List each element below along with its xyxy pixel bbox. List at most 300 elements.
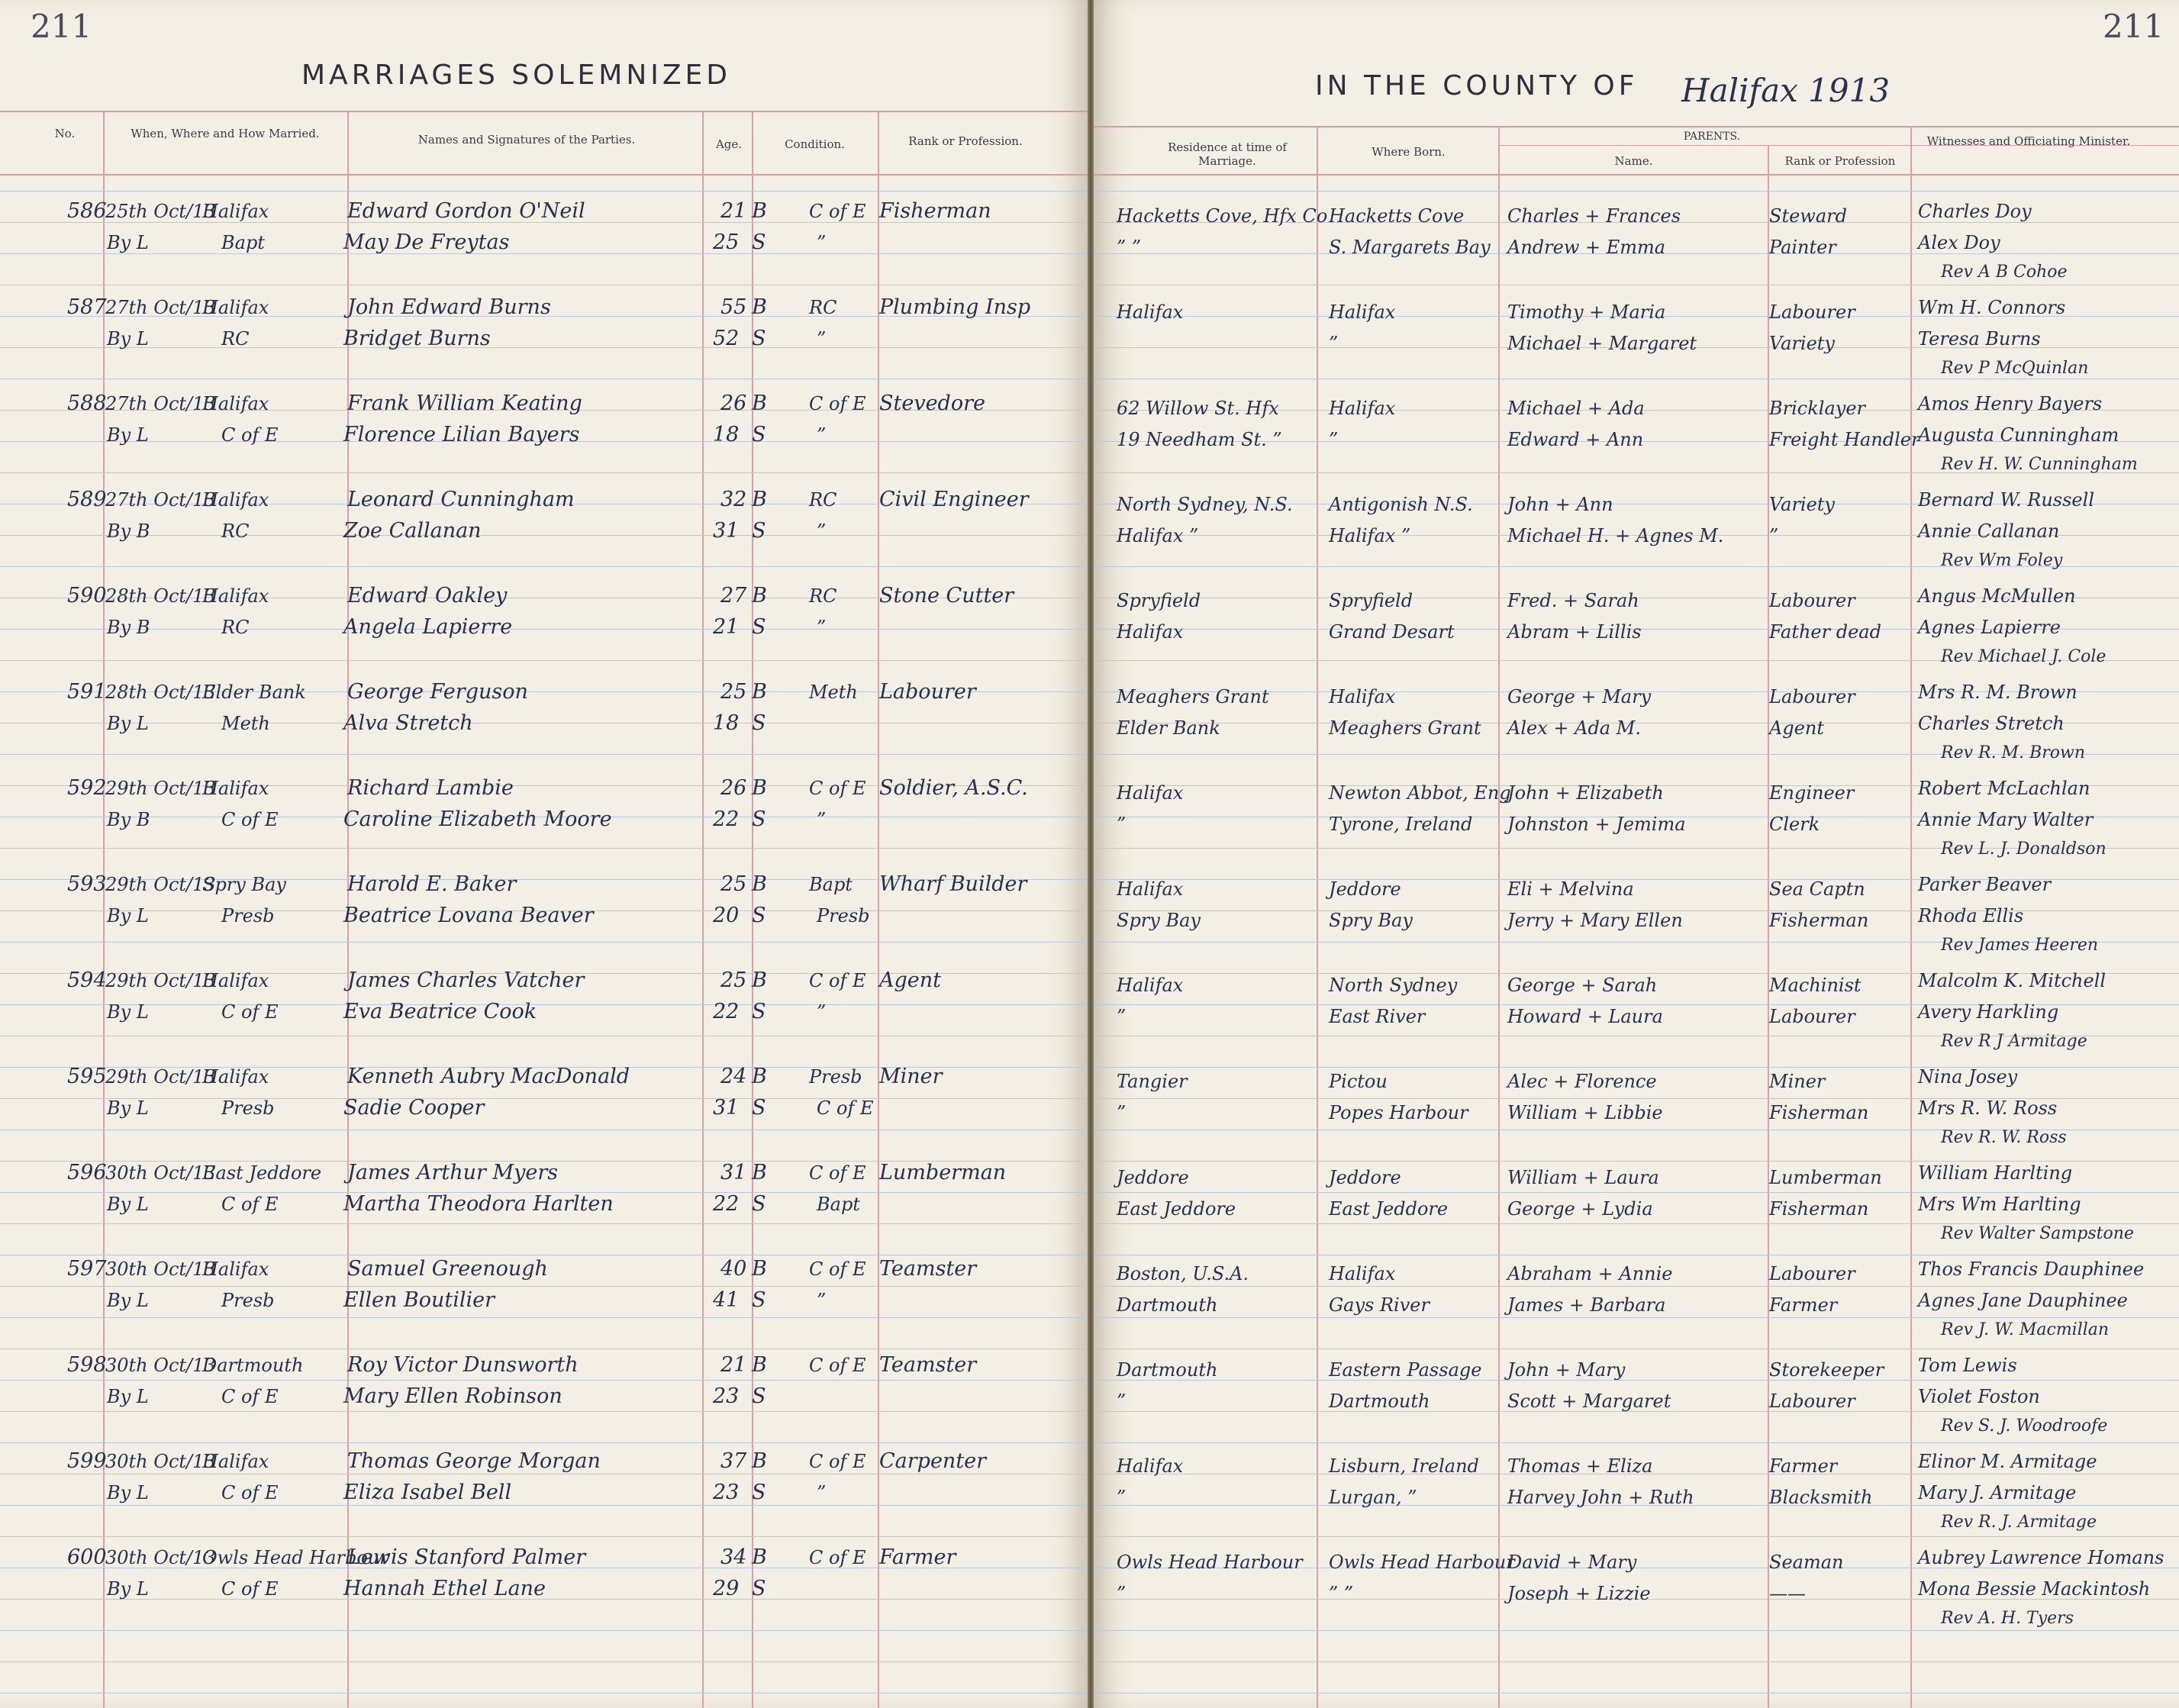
witness-one: Tom Lewis: [1918, 1355, 2017, 1376]
bride-name: Ellen Boutilier: [343, 1288, 495, 1312]
bride-residence: ”: [1117, 1391, 1127, 1412]
ruled-line: [1094, 1442, 2179, 1443]
bride-condition: S: [752, 519, 766, 543]
marriage-by: By B: [107, 617, 150, 638]
bride-birthplace: Lurgan, ”: [1329, 1487, 1417, 1508]
marriage-place: East Jeddore: [202, 1162, 322, 1184]
groom-age: 21: [720, 199, 747, 223]
groom-condition: B: [752, 199, 767, 223]
groom-age: 24: [720, 1065, 747, 1088]
groom-rank: Teamster: [879, 1257, 977, 1281]
groom-residence: Halifax: [1117, 975, 1184, 996]
bride-parents: Scott + Margaret: [1507, 1391, 1671, 1412]
groom-denomination: C of E: [809, 1451, 866, 1472]
groom-parents: Charles + Frances: [1507, 205, 1681, 227]
groom-condition: B: [752, 584, 767, 607]
groom-parents: John + Ann: [1507, 494, 1613, 515]
bride-birthplace: East Jeddore: [1329, 1198, 1449, 1220]
bride-parents: Alex + Ada M.: [1507, 717, 1641, 739]
bride-name: Angela Lapierre: [343, 615, 513, 639]
marriage-date: 29th Oct/13: [105, 874, 216, 895]
header-residence: Residence at time of Marriage.: [1168, 140, 1287, 168]
ruled-line: [1094, 1536, 2179, 1537]
witness-one: Wm H. Connors: [1918, 297, 2066, 318]
bride-name: Eliza Isabel Bell: [343, 1481, 512, 1504]
groom-age: 55: [720, 295, 747, 319]
groom-residence: Owls Head Harbour: [1117, 1552, 1303, 1573]
marriage-by: By L: [107, 1194, 149, 1215]
groom-rank: Stevedore: [879, 392, 985, 415]
marriage-date: 25th Oct/13: [105, 201, 216, 222]
entry-number: 598: [67, 1353, 107, 1377]
groom-denomination: C of E: [809, 1162, 866, 1184]
bride-parents: Edward + Ann: [1507, 429, 1644, 450]
bride-parents-rank: Variety: [1769, 333, 1835, 354]
groom-parents: David + Mary: [1507, 1552, 1637, 1573]
witness-two: Violet Foston: [1918, 1386, 2040, 1407]
groom-parents-rank: Storekeeper: [1769, 1359, 1884, 1381]
groom-residence: Meaghers Grant: [1117, 686, 1269, 707]
groom-residence: Jeddore: [1117, 1167, 1189, 1188]
marriage-by: By L: [107, 1386, 149, 1407]
groom-condition: B: [752, 1449, 767, 1473]
bride-name: Martha Theodora Harlten: [343, 1192, 614, 1216]
header-names: Names and Signatures of the Parties.: [417, 133, 636, 147]
witness-one: Thos Francis Dauphinee: [1918, 1258, 2145, 1280]
groom-parents: John + Mary: [1507, 1359, 1626, 1381]
officiating-minister: Rev R. M. Brown: [1941, 743, 2085, 762]
marriage-date: 27th Oct/13: [105, 297, 216, 318]
bride-condition: S: [752, 327, 766, 350]
column-rule: [1910, 126, 1912, 1708]
groom-parents-rank: Bricklayer: [1769, 398, 1865, 419]
officiating-minister: Rev A. H. Tyers: [1941, 1609, 2074, 1628]
groom-birthplace: Halifax: [1329, 398, 1396, 419]
ruled-line: [0, 535, 1088, 536]
marriage-church: C of E: [221, 424, 279, 446]
groom-residence: Halifax: [1117, 878, 1184, 900]
groom-residence: Halifax: [1117, 301, 1184, 323]
ruled-line: [0, 1317, 1088, 1318]
marriage-by: By L: [107, 1482, 149, 1503]
column-rule: [1498, 126, 1500, 1708]
header-parents: PARENTS.: [1683, 131, 1741, 143]
groom-age: 37: [720, 1449, 747, 1473]
ruled-line: [0, 1411, 1088, 1412]
header-age: Age.: [715, 137, 743, 151]
page-number-left: 211: [31, 8, 92, 45]
bride-residence: ”: [1117, 814, 1127, 835]
groom-parents: Thomas + Eliza: [1507, 1455, 1653, 1477]
bride-residence: Elder Bank: [1117, 717, 1220, 739]
marriage-place: Halifax: [202, 1451, 269, 1472]
ruled-line: [0, 1630, 1088, 1631]
bride-denomination: ”: [817, 1290, 827, 1311]
bride-name: Mary Ellen Robinson: [343, 1384, 562, 1408]
bride-parents: Michael H. + Agnes M.: [1507, 525, 1724, 546]
bride-parents: Harvey John + Ruth: [1507, 1487, 1694, 1508]
groom-rank: Miner: [879, 1065, 943, 1088]
groom-parents: John + Elizabeth: [1507, 782, 1664, 804]
bride-parents-rank: Painter: [1769, 237, 1836, 258]
groom-name: Edward Gordon O'Neil: [347, 199, 585, 223]
groom-denomination: Bapt: [809, 874, 853, 895]
bride-name: Hannah Ethel Lane: [343, 1577, 546, 1600]
bride-parents-rank: Farmer: [1769, 1294, 1838, 1316]
marriage-date: 28th Oct/13: [105, 585, 216, 607]
groom-condition: B: [752, 776, 767, 800]
groom-parents-rank: Steward: [1769, 205, 1847, 227]
ruled-line: [0, 253, 1088, 254]
marriage-place: Halifax: [202, 585, 269, 607]
entry-number: 599: [67, 1449, 107, 1473]
header-no: No.: [54, 127, 76, 140]
groom-denomination: C of E: [809, 1355, 866, 1376]
witness-one: Elinor M. Armitage: [1918, 1451, 2097, 1472]
bride-name: May De Freytas: [343, 230, 510, 254]
header-rule-top: [0, 111, 1088, 112]
bride-condition: S: [752, 807, 766, 831]
bride-parents-rank: Father dead: [1769, 621, 1881, 643]
groom-name: Frank William Keating: [347, 392, 582, 415]
bride-parents: Jerry + Mary Ellen: [1507, 910, 1683, 931]
witness-two: Mona Bessie Mackintosh: [1918, 1578, 2151, 1600]
bride-residence: ” ”: [1117, 237, 1142, 258]
ruled-line: [1094, 1317, 2179, 1318]
page-title-left: MARRIAGES SOLEMNIZED: [301, 60, 731, 91]
bride-parents: Howard + Laura: [1507, 1006, 1663, 1027]
groom-age: 40: [720, 1257, 747, 1281]
entry-number: 600: [67, 1545, 107, 1569]
groom-parents-rank: Sea Captn: [1769, 878, 1865, 900]
witness-one: Malcolm K. Mitchell: [1918, 970, 2106, 991]
groom-birthplace: Antigonish N.S.: [1329, 494, 1473, 515]
officiating-minister: Rev R J Armitage: [1941, 1032, 2087, 1051]
bride-residence: East Jeddore: [1117, 1198, 1236, 1220]
entry-number: 592: [67, 776, 107, 800]
officiating-minister: Rev R. W. Ross: [1941, 1128, 2067, 1147]
groom-parents: Abraham + Annie: [1507, 1263, 1673, 1284]
witness-two: Agnes Jane Dauphinee: [1918, 1290, 2128, 1311]
bride-birthplace: Dartmouth: [1329, 1391, 1430, 1412]
column-rule: [702, 111, 704, 1708]
marriage-by: By B: [107, 520, 150, 542]
bride-parents: Joseph + Lizzie: [1507, 1583, 1651, 1604]
groom-birthplace: Newton Abbot, Eng: [1329, 782, 1511, 804]
marriage-church: Meth: [221, 713, 270, 734]
groom-name: James Arthur Myers: [347, 1161, 559, 1184]
marriage-church: C of E: [221, 1578, 279, 1600]
groom-parents: Alec + Florence: [1507, 1071, 1657, 1092]
bride-name: Bridget Burns: [343, 327, 491, 350]
groom-birthplace: Hacketts Cove: [1329, 205, 1465, 227]
groom-rank: Carpenter: [879, 1449, 987, 1473]
groom-name: Thomas George Morgan: [347, 1449, 601, 1473]
groom-residence: Tangier: [1117, 1071, 1188, 1092]
groom-residence: Spryfield: [1117, 590, 1201, 611]
bride-denomination: ”: [817, 1001, 827, 1023]
ruled-line: [1094, 191, 2179, 192]
groom-denomination: RC: [809, 585, 837, 607]
ruled-line: [0, 942, 1088, 943]
marriage-place: Halifax: [202, 201, 269, 222]
witness-two: Annie Callanan: [1918, 520, 2060, 542]
witness-one: Charles Doy: [1918, 201, 2032, 222]
bride-condition: S: [752, 904, 766, 927]
bride-age: 22: [713, 1192, 740, 1216]
bride-denomination: ”: [817, 328, 827, 350]
groom-parents-rank: Labourer: [1769, 590, 1855, 611]
groom-parents: George + Sarah: [1507, 975, 1658, 996]
bride-birthplace: ”: [1329, 333, 1339, 354]
witness-two: Teresa Burns: [1918, 328, 2041, 350]
marriage-date: 30th Oct/13: [105, 1547, 216, 1568]
bride-birthplace: Gays River: [1329, 1294, 1430, 1316]
groom-condition: B: [752, 1161, 767, 1184]
groom-birthplace: Spryfield: [1329, 590, 1413, 611]
bride-parents-rank: Fisherman: [1769, 1102, 1869, 1123]
bride-condition: S: [752, 1384, 766, 1408]
bride-age: 31: [713, 519, 740, 543]
witness-one: Bernard W. Russell: [1918, 489, 2094, 511]
groom-condition: B: [752, 1545, 767, 1569]
bride-residence: ”: [1117, 1006, 1127, 1027]
ruled-line: [0, 472, 1088, 473]
groom-parents-rank: Engineer: [1769, 782, 1855, 804]
ruled-line: [0, 754, 1088, 755]
bride-age: 41: [713, 1288, 740, 1312]
witness-two: Alex Doy: [1918, 232, 2000, 253]
bride-birthplace: S. Margarets Bay: [1329, 237, 1491, 258]
header-parents-name: Name.: [1614, 154, 1653, 168]
bride-condition: S: [752, 1192, 766, 1216]
bride-denomination: Bapt: [817, 1194, 860, 1215]
groom-rank: Civil Engineer: [879, 488, 1029, 511]
groom-birthplace: Lisburn, Ireland: [1329, 1455, 1479, 1477]
groom-residence: Dartmouth: [1117, 1359, 1218, 1381]
groom-denomination: Meth: [809, 682, 858, 703]
entry-number: 588: [67, 392, 107, 415]
groom-denomination: C of E: [809, 778, 866, 799]
entry-number: 590: [67, 584, 107, 607]
groom-birthplace: Pictou: [1329, 1071, 1388, 1092]
groom-denomination: C of E: [809, 970, 866, 991]
marriage-church: C of E: [221, 1001, 279, 1023]
witness-one: Amos Henry Bayers: [1918, 393, 2103, 414]
entry-number: 596: [67, 1161, 107, 1184]
bride-residence: ”: [1117, 1102, 1127, 1123]
officiating-minister: Rev P McQuinlan: [1941, 359, 2089, 378]
bride-birthplace: East River: [1329, 1006, 1426, 1027]
groom-birthplace: Halifax: [1329, 301, 1396, 323]
bride-parents-rank: ”: [1769, 525, 1779, 546]
marriage-date: 30th Oct/13: [105, 1451, 216, 1472]
groom-denomination: C of E: [809, 1547, 866, 1568]
groom-rank: Fisherman: [879, 199, 991, 223]
entry-number: 589: [67, 488, 107, 511]
marriage-church: C of E: [221, 1482, 279, 1503]
header-born: Where Born.: [1372, 145, 1446, 159]
ruled-line: [0, 1286, 1088, 1287]
groom-age: 27: [720, 584, 747, 607]
groom-rank: Agent: [879, 968, 941, 992]
marriage-date: 29th Oct/13: [105, 970, 216, 991]
bride-age: 22: [713, 807, 740, 831]
bride-residence: ”: [1117, 1583, 1127, 1604]
entry-number: 587: [67, 295, 107, 319]
groom-condition: B: [752, 392, 767, 415]
header-rank: Rank or Profession.: [908, 134, 1023, 148]
marriage-by: By B: [107, 809, 150, 830]
groom-parents: Michael + Ada: [1507, 398, 1645, 419]
ruled-line: [0, 660, 1088, 661]
bride-age: 22: [713, 1000, 740, 1023]
marriage-by: By L: [107, 424, 149, 446]
bride-age: 23: [713, 1384, 740, 1408]
bride-parents-rank: Labourer: [1769, 1391, 1855, 1412]
bride-birthplace: ”: [1329, 429, 1339, 450]
groom-age: 21: [720, 1353, 747, 1377]
bride-name: Sadie Cooper: [343, 1096, 485, 1120]
marriage-by: By L: [107, 1001, 149, 1023]
bride-denomination: ”: [817, 424, 827, 446]
marriage-church: C of E: [221, 809, 279, 830]
bride-age: 18: [713, 423, 740, 446]
groom-birthplace: Jeddore: [1329, 878, 1401, 900]
groom-condition: B: [752, 295, 767, 319]
ruled-line: [0, 1661, 1088, 1662]
marriage-place: Halifax: [202, 1066, 269, 1088]
marriage-church: C of E: [221, 1194, 279, 1215]
entry-number: 591: [67, 680, 107, 704]
marriage-date: 30th Oct/13: [105, 1162, 216, 1184]
officiating-minister: Rev James Heeren: [1941, 936, 2099, 955]
bride-name: Beatrice Lovana Beaver: [343, 904, 594, 927]
groom-name: Richard Lambie: [347, 776, 514, 800]
bride-age: 31: [713, 1096, 740, 1120]
bride-parents: Johnston + Jemima: [1507, 814, 1686, 835]
officiating-minister: Rev Michael J. Cole: [1941, 647, 2106, 666]
groom-condition: B: [752, 872, 767, 896]
entry-number: 586: [67, 199, 107, 223]
groom-birthplace: Eastern Passage: [1329, 1359, 1482, 1381]
groom-rank: Soldier, A.S.C.: [879, 776, 1028, 800]
bride-condition: S: [752, 1288, 766, 1312]
ruled-line: [0, 566, 1088, 567]
marriage-date: 27th Oct/13: [105, 489, 216, 511]
marriage-place: Halifax: [202, 489, 269, 511]
groom-name: Leonard Cunningham: [347, 488, 575, 511]
marriage-church: RC: [221, 328, 250, 350]
groom-name: Roy Victor Dunsworth: [347, 1353, 579, 1377]
header-parents-rank: Rank or Profession: [1784, 154, 1896, 168]
page-title-right: IN THE COUNTY OF: [1315, 70, 1639, 102]
groom-parents-rank: Labourer: [1769, 1263, 1855, 1284]
marriage-place: Halifax: [202, 778, 269, 799]
groom-age: 25: [720, 872, 747, 896]
bride-residence: 19 Needham St. ”: [1117, 429, 1282, 450]
marriage-by: By L: [107, 1097, 149, 1119]
groom-parents-rank: Lumberman: [1769, 1167, 1882, 1188]
witness-two: Agnes Lapierre: [1918, 617, 2061, 638]
bride-age: 25: [713, 230, 740, 254]
column-rule: [1317, 126, 1318, 1708]
groom-rank: Teamster: [879, 1353, 977, 1377]
bride-denomination: ”: [817, 1482, 827, 1503]
marriage-church: RC: [221, 520, 250, 542]
groom-parents-rank: Labourer: [1769, 301, 1855, 323]
witness-two: Charles Stretch: [1918, 713, 2065, 734]
bride-age: 23: [713, 1481, 740, 1504]
bride-birthplace: Meaghers Grant: [1329, 717, 1481, 739]
ruled-line: [0, 191, 1088, 192]
witness-two: Augusta Cunningham: [1918, 424, 2119, 446]
marriage-by: By L: [107, 328, 149, 350]
header-witnesses: Witnesses and Officiating Minister.: [1926, 134, 2131, 148]
bride-parents-rank: Labourer: [1769, 1006, 1855, 1027]
bride-residence: Dartmouth: [1117, 1294, 1218, 1316]
ruled-line: [0, 1505, 1088, 1506]
witness-one: Parker Beaver: [1918, 874, 2052, 895]
right-page: [1094, 0, 2179, 1708]
bride-denomination: Presb: [817, 905, 870, 927]
bride-parents: Michael + Margaret: [1507, 333, 1697, 354]
bride-residence: Spry Bay: [1117, 910, 1201, 931]
groom-parents-rank: Farmer: [1769, 1455, 1838, 1477]
ruled-line: [1094, 1286, 2179, 1287]
witness-one: William Harlting: [1918, 1162, 2073, 1184]
groom-condition: B: [752, 488, 767, 511]
witness-two: Mrs Wm Harlting: [1918, 1194, 2081, 1215]
bride-name: Zoe Callanan: [343, 519, 482, 543]
groom-residence: Halifax: [1117, 782, 1184, 804]
groom-rank: Plumbing Insp: [879, 295, 1031, 319]
bride-birthplace: ” ”: [1329, 1583, 1354, 1604]
witness-one: Aubrey Lawrence Homans: [1918, 1547, 2164, 1568]
marriage-date: 29th Oct/13: [105, 1066, 216, 1088]
bride-parents-rank: Clerk: [1769, 814, 1820, 835]
ruled-line: [1094, 1661, 2179, 1662]
ruled-line: [0, 1442, 1088, 1443]
ruled-line: [0, 1223, 1088, 1224]
groom-birthplace: Jeddore: [1329, 1167, 1401, 1188]
officiating-minister: Rev H. W. Cunningham: [1941, 455, 2138, 474]
groom-denomination: C of E: [809, 201, 866, 222]
marriage-place: Owls Head Harbour: [202, 1547, 388, 1568]
groom-name: Kenneth Aubry MacDonald: [347, 1065, 630, 1088]
groom-rank: Labourer: [879, 680, 976, 704]
groom-residence: 62 Willow St. Hfx: [1117, 398, 1279, 419]
bride-parents-rank: Freight Handler: [1769, 429, 1920, 450]
bride-residence: Halifax: [1117, 621, 1184, 643]
bride-parents: William + Libbie: [1507, 1102, 1663, 1123]
officiating-minister: Rev S. J. Woodroofe: [1941, 1416, 2108, 1436]
marriage-date: 27th Oct/13: [105, 393, 216, 414]
ruled-line: [0, 1380, 1088, 1381]
groom-denomination: C of E: [809, 393, 866, 414]
bride-name: Caroline Elizabeth Moore: [343, 807, 612, 831]
bride-condition: S: [752, 1000, 766, 1023]
groom-residence: North Sydney, N.S.: [1117, 494, 1293, 515]
groom-birthplace: North Sydney: [1329, 975, 1458, 996]
witness-one: Robert McLachlan: [1918, 778, 2090, 799]
bride-residence: ”: [1117, 1487, 1127, 1508]
witness-one: Angus McMullen: [1918, 585, 2076, 607]
groom-birthplace: Halifax: [1329, 686, 1396, 707]
marriage-date: 30th Oct/13: [105, 1355, 216, 1376]
marriage-by: By L: [107, 905, 149, 927]
marriage-by: By L: [107, 1578, 149, 1600]
